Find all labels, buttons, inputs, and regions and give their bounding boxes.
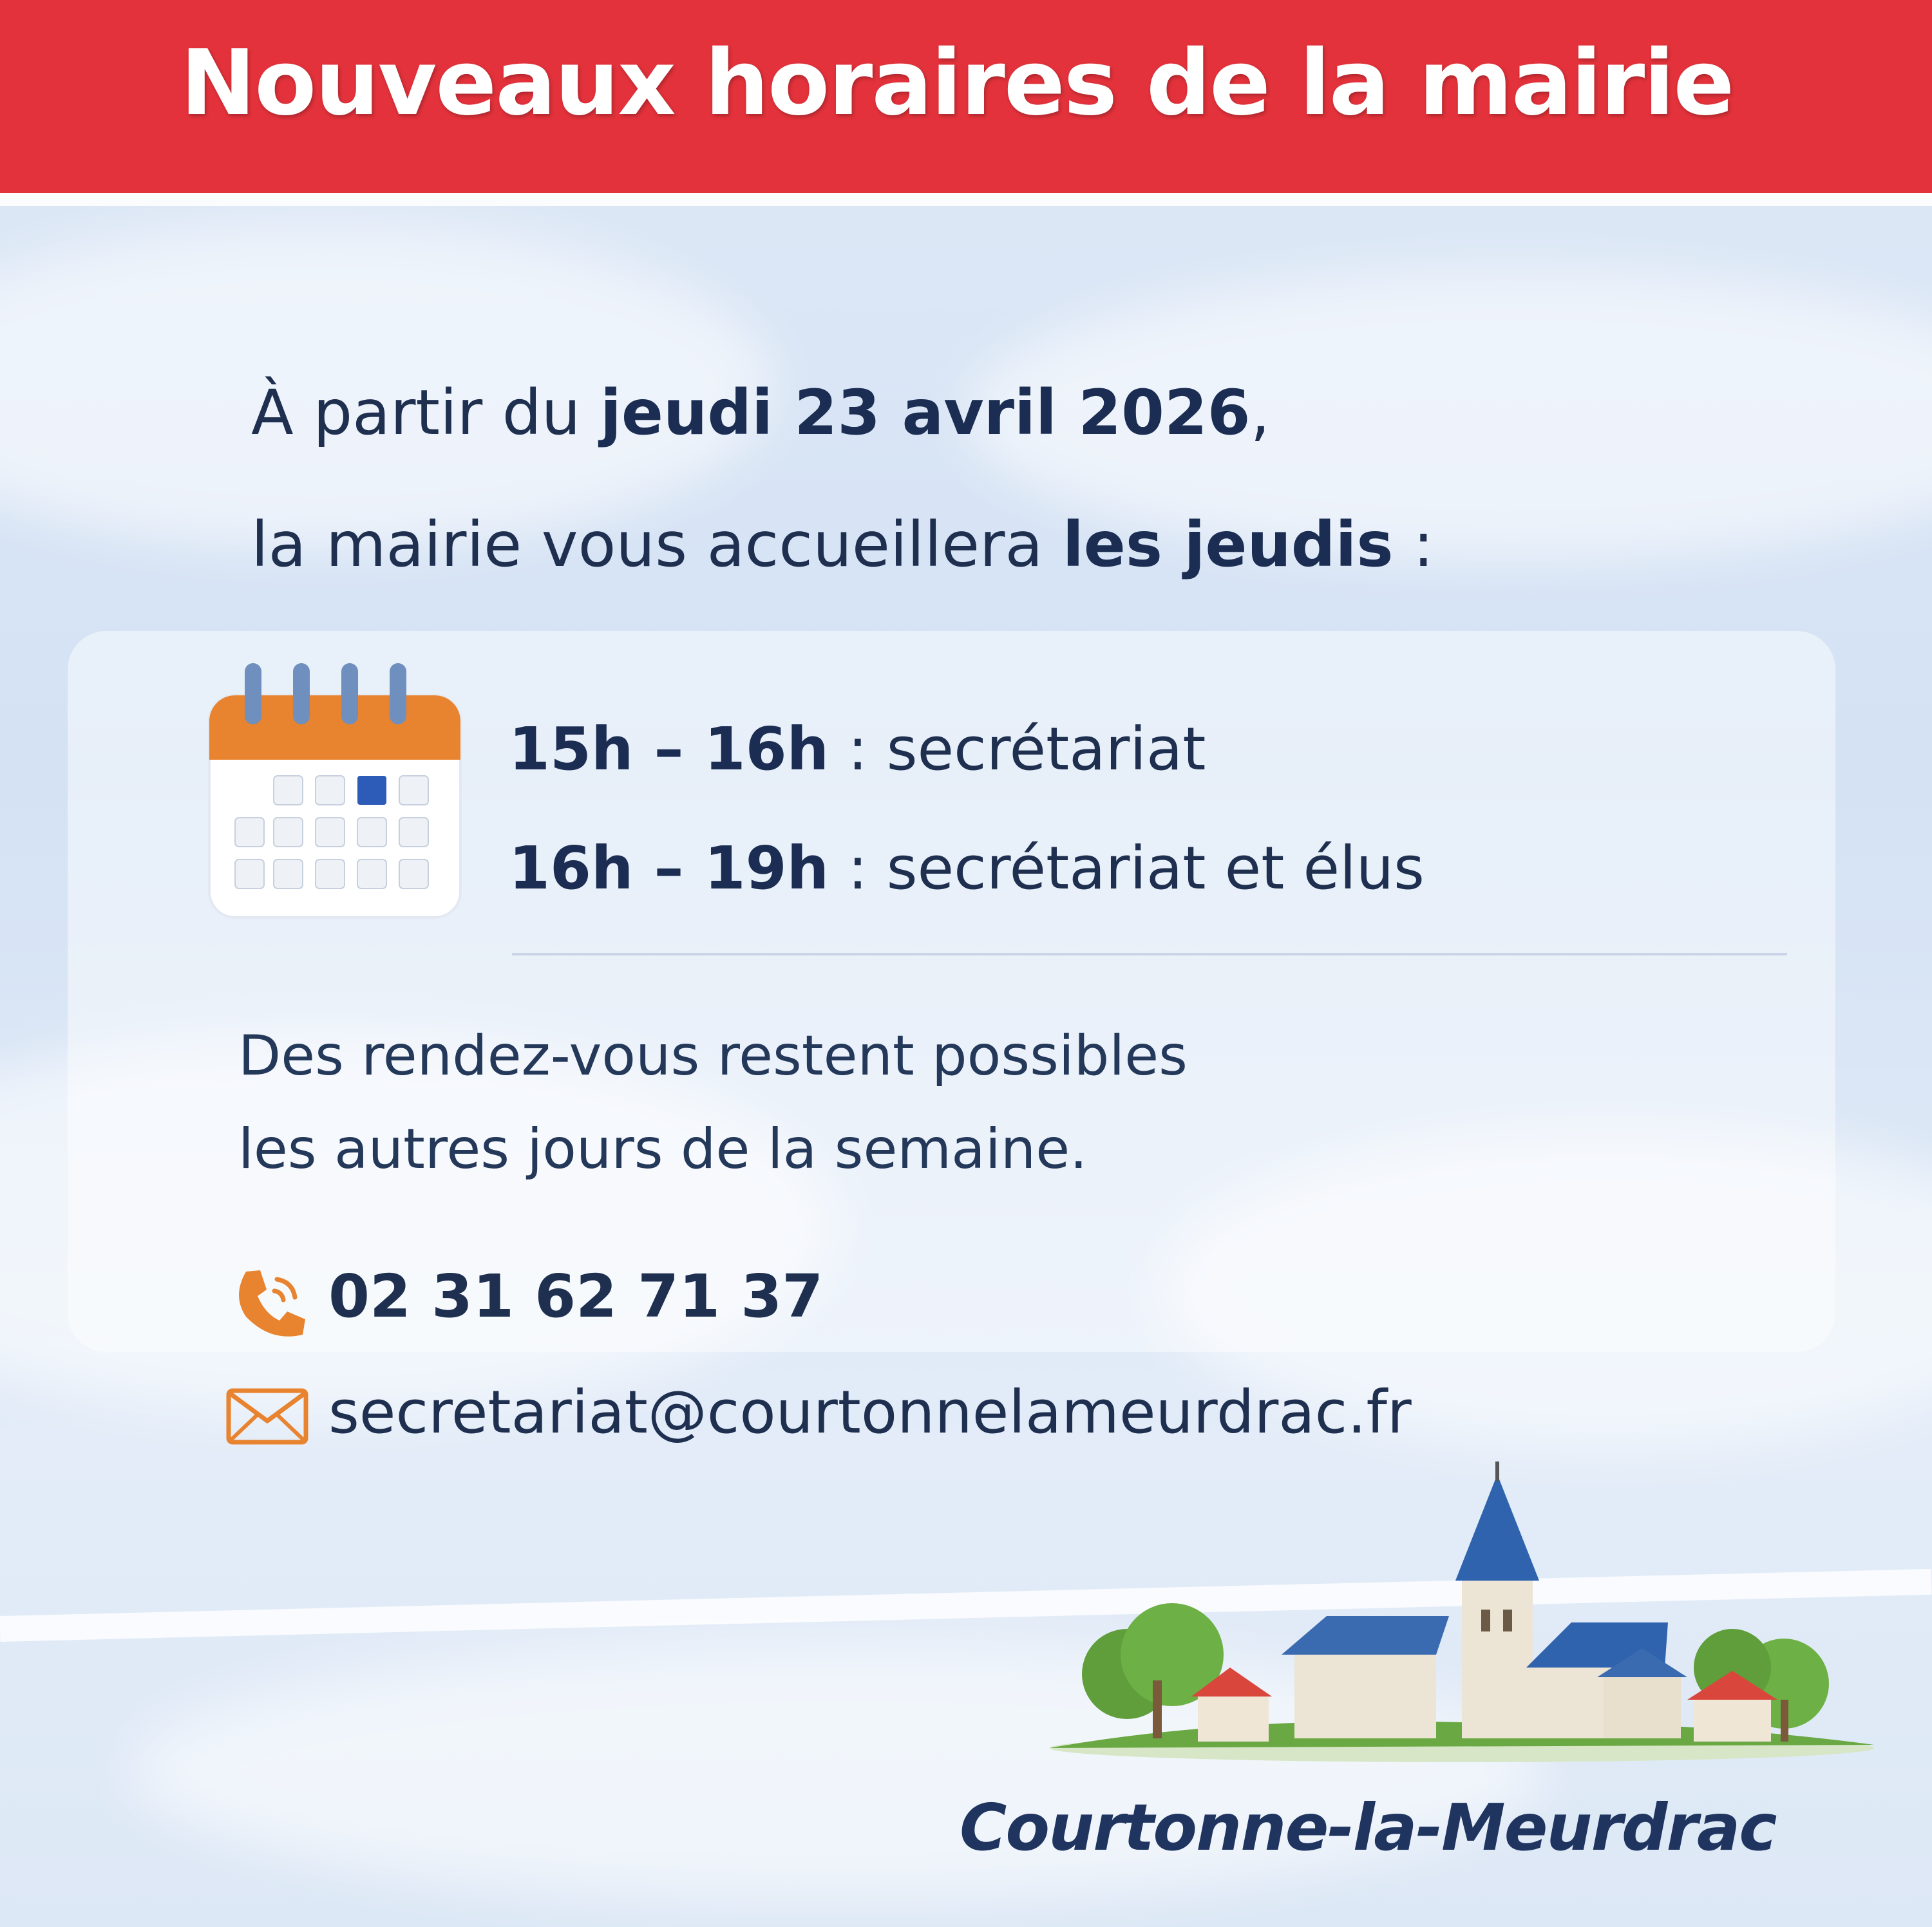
calendar-icon <box>206 663 464 921</box>
banner-border <box>0 193 1932 206</box>
time-range: 16h – 19h <box>509 834 829 903</box>
schedule-row <box>509 715 1206 784</box>
commune-name: Courtonne-la-Meurdrac <box>960 1790 1776 1865</box>
appointment-note-line-1: Des rendez-vous restent possibles <box>238 1024 1188 1088</box>
start-date: jeudi 23 avril 2026 <box>600 377 1251 449</box>
schedule-row <box>509 834 1425 903</box>
envelope-icon <box>225 1387 309 1445</box>
schedule-label: : secrétariat et élus <box>829 834 1425 903</box>
phone-icon <box>232 1265 309 1342</box>
time-range: 15h – 16h <box>509 715 829 784</box>
intro-line-2: la mairie vous accueillera les jeudis : <box>251 509 1434 581</box>
page-title: Nouveaux horaires de la mairie <box>180 31 1734 136</box>
opening-day: les jeudis <box>1062 509 1394 581</box>
schedule-label: : secrétariat <box>829 715 1206 784</box>
email-link[interactable]: secretariat@courtonnelameurdrac.fr <box>328 1378 1412 1447</box>
appointment-note-line-2: les autres jours de la semaine. <box>238 1117 1088 1181</box>
phone-number[interactable]: 02 31 62 71 37 <box>328 1262 824 1331</box>
village-illustration <box>1037 1462 1887 1764</box>
divider <box>512 953 1787 955</box>
intro-line-1: À partir du jeudi 23 avril 2026, <box>251 377 1271 449</box>
